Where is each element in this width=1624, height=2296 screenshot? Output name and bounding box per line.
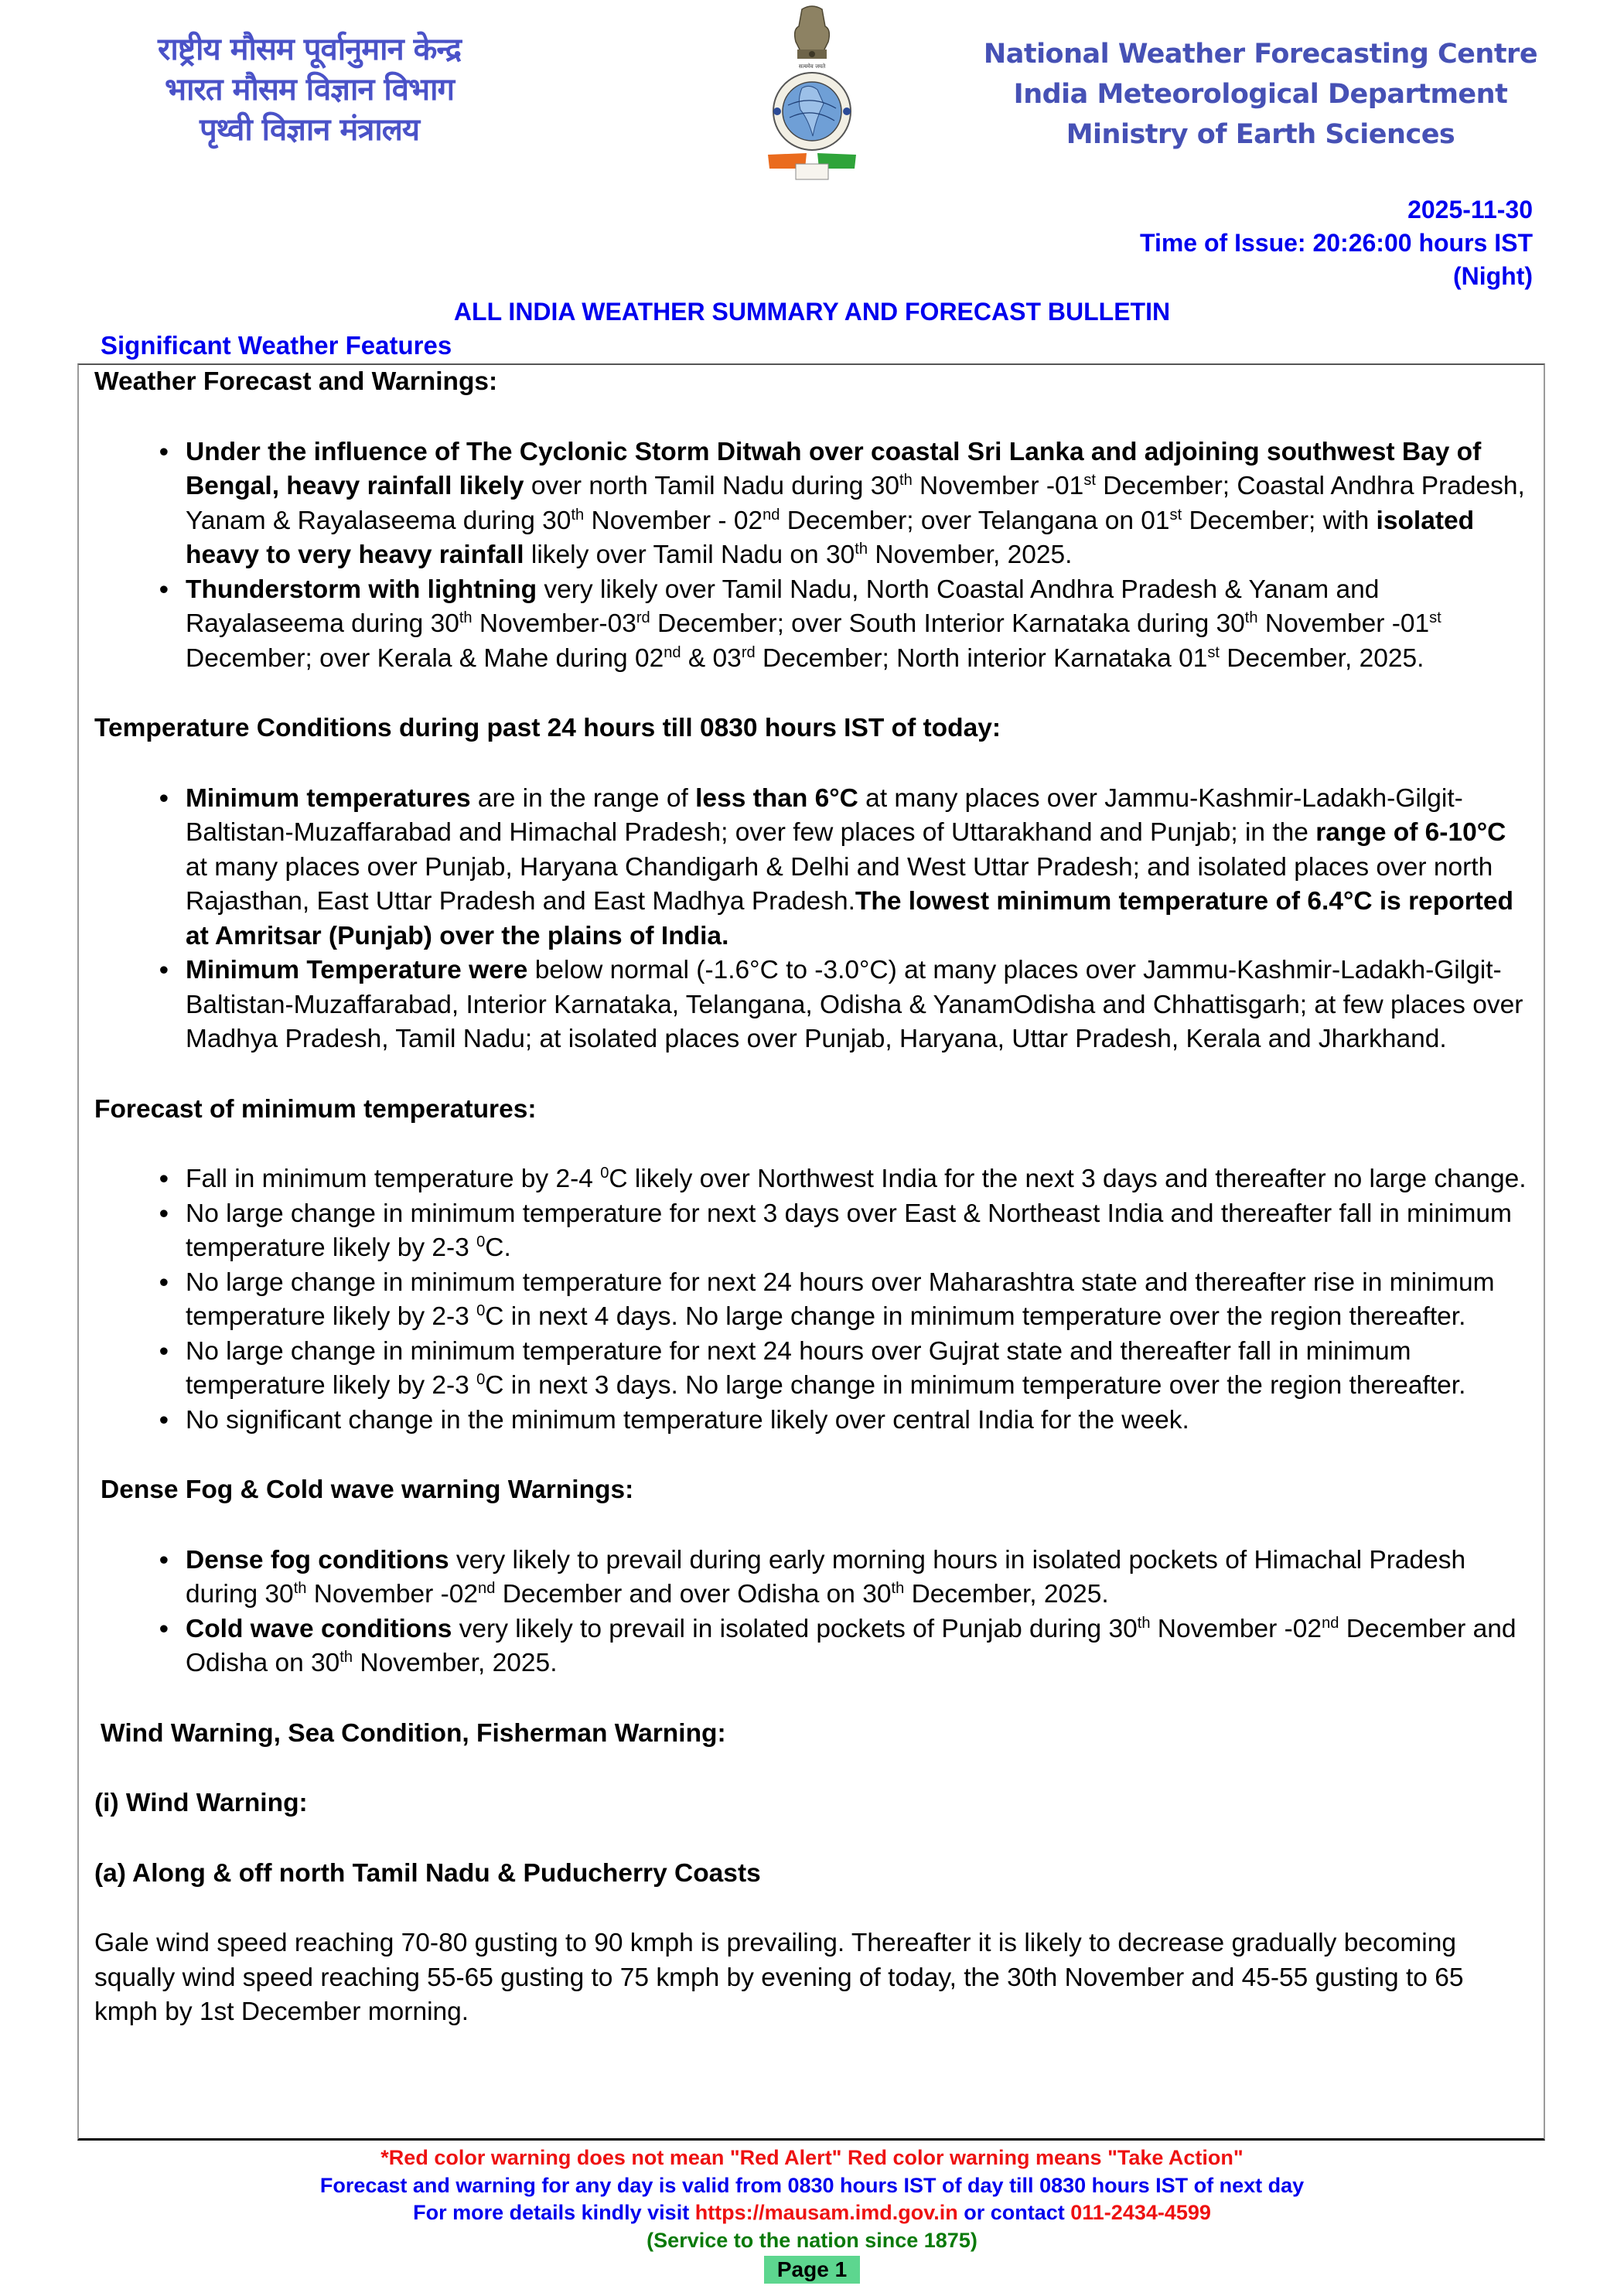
hindi-header	[93, 29, 526, 150]
english-line-2: India Meteorological Department	[1013, 79, 1508, 110]
hindi-line-1: राष्ट्रीय मौसम पूर्वानुमान केन्द्र	[158, 32, 461, 67]
wind-warning-region: (a) Along & off north Tamil Nadu & Puducherry Coasts	[94, 1858, 761, 1888]
bullet-item: • Minimum temperatures are in the range of less than 6°C at many places over Jammu-Kashmir-Ladakh-Gilgit-Baltistan-Muzaffarabad and Himachal Pradesh; over few places of Uttarakhand and Punjab; in the range of 6-10°C at many places over Punjab, Haryana Chandigarh & Delhi and West Uttar Pradesh; and isolated places over north Rajasthan, East Uttar Pradesh and East Madhya Pradesh.The lowest minimum temperature of 6.4°C is reported at Amritsar (Punjab) over the plains of India.	[94, 782, 1533, 954]
wind-warning-subheading: (i) Wind Warning:	[94, 1789, 308, 1817]
phone-number: 011-2434-4599	[1070, 2201, 1211, 2224]
hindi-line-2: भारत मौसम विज्ञान विभाग	[164, 72, 455, 107]
bullet-item: • Under the influence of The Cyclonic Storm Ditwah over coastal Sri Lanka and adjoining southwest Bay of Bengal, heavy rainfall likely over north Tamil Nadu during 30th November -01st December; Coastal Andhra Pradesh, Yanam & Rayalaseema during 30th November - 02nd December; over Telangana on 01st December; with isolated heavy to very heavy rainfall likely over Tamil Nadu on 30th November, 2025.	[94, 435, 1533, 573]
bulletin-title: ALL INDIA WEATHER SUMMARY AND FORECAST BULLETIN	[453, 298, 1171, 326]
bullet-item: • Minimum Temperature were below normal (-1.6°C to -3.0°C) at many places over Jammu-Kashmir-Ladakh-Gilgit-Baltistan-Muzaffarabad, Interior Karnataka, Telangana, Odisha & YanamOdisha and Chhattisgarh; at few places over Madhya Pradesh, Tamil Nadu; at isolated places over Punjab, Haryana, Uttar Pradesh, Kerala and Jharkhand.	[94, 954, 1533, 1057]
fog-cold-wave-heading: Dense Fog & Cold wave warning Warnings:	[101, 1476, 634, 1504]
forecast-min-temp-list	[94, 1162, 1533, 1438]
visit-prefix: For more details kindly visit	[413, 2201, 695, 2224]
time-of-issue: Time of Issue: 20:26:00 hours IST	[1139, 229, 1533, 257]
bullet-item: • No significant change in the minimum temperature likely over central India for the week.	[94, 1404, 1533, 1438]
wind-warning-heading: Wind Warning, Sea Condition, Fisherman Warning:	[101, 1718, 726, 1748]
contact-prefix: or contact	[957, 2201, 1071, 2224]
wind-warning-paragraph: Gale wind speed reaching 70-80 gusting to 90 kmph is prevailing. Thereafter it is likely to decrease gradually becoming squally wind speed reaching 55-65 gusting to 75 kmph by evening of today, the 30th November and 45-55 gusting to 65 kmph by 1st December morning.	[94, 1929, 1464, 2026]
website-link[interactable]: https://mausam.imd.gov.in	[694, 2201, 958, 2224]
issue-info	[1140, 193, 1533, 293]
bullet-item: • No large change in minimum temperature for next 24 hours over Maharashtra state and thereafter rise in minimum temperature likely by 2-3 $^0$C in next 4 days. No large change in minimum temperature over the region thereafter.	[94, 1266, 1533, 1335]
english-header	[974, 34, 1547, 155]
red-warning-note: *Red color warning does not mean "Red Alert" Red color warning means "Take Action"	[380, 2146, 1244, 2169]
temperature-conditions-heading: Temperature Conditions during past 24 hours till 0830 hours IST of today:	[94, 714, 1001, 742]
bulletin-content	[94, 365, 1533, 2030]
section-title: Significant Weather Features	[101, 331, 452, 360]
english-line-3: Ministry of Earth Sciences	[1066, 119, 1455, 150]
forecast-min-temp-heading: Forecast of minimum temperatures:	[94, 1094, 537, 1124]
service-note: (Service to the nation since 1875)	[647, 2228, 977, 2252]
hindi-line-3: पृथ्वी विज्ञान मंत्रालय	[199, 112, 420, 148]
bullet-item: • No large change in minimum temperature for next 24 hours over Gujrat state and thereafter fall in minimum temperature likely by 2-3 $^0$C in next 3 days. No large change in minimum temperature over the region thereafter.	[94, 1335, 1533, 1404]
bullet-item: • Fall in minimum temperature by 2-4 $^0$C likely over Northwest India for the next 3 days and thereafter no large change.	[94, 1162, 1533, 1197]
english-line-1: National Weather Forecasting Centre	[983, 39, 1538, 70]
validity-note: Forecast and warning for any day is valid from 0830 hours IST of day till 0830 hours IST of next day	[319, 2173, 1305, 2197]
footer	[0, 2144, 1624, 2284]
imd-emblem-icon	[762, 3, 862, 183]
page-number-badge: Page 1	[764, 2256, 860, 2284]
weather-forecast-list	[94, 435, 1533, 677]
bullet-item: • Dense fog conditions very likely to prevail during early morning hours in isolated pockets of Himachal Pradesh during 30th November -02nd December and over Odisha on 30th December, 2025.	[94, 1544, 1533, 1612]
bullet-item: • Cold wave conditions very likely to prevail in isolated pockets of Punjab during 30th November -02nd December and Odisha on 30th November, 2025.	[94, 1612, 1533, 1681]
bulletin-content-box	[77, 363, 1545, 2141]
issue-period: (Night)	[1452, 262, 1533, 290]
contact-note	[0, 2199, 1624, 2227]
weather-forecast-heading: Weather Forecast and Warnings:	[94, 367, 498, 396]
svg-text:सत्यमेव जयते: सत्यमेव जयते	[798, 63, 826, 70]
bullet-item: • No large change in minimum temperature for next 3 days over East & Northeast India and thereafter fall in minimum temperature likely by 2-3 $^0$C.	[94, 1197, 1533, 1266]
bullet-item: • Thunderstorm with lightning very likely over Tamil Nadu, North Coastal Andhra Pradesh & Yanam and Rayalaseema during 30th November-03rd December; over South Interior Karnataka during 30th November -01st December; over Kerala & Mahe during 02nd & 03rd December; North interior Karnataka 01st December, 2025.	[94, 573, 1533, 677]
temperature-conditions-list	[94, 782, 1533, 1057]
issue-date: 2025-11-30	[1407, 196, 1533, 223]
fog-cold-wave-list	[94, 1544, 1533, 1681]
